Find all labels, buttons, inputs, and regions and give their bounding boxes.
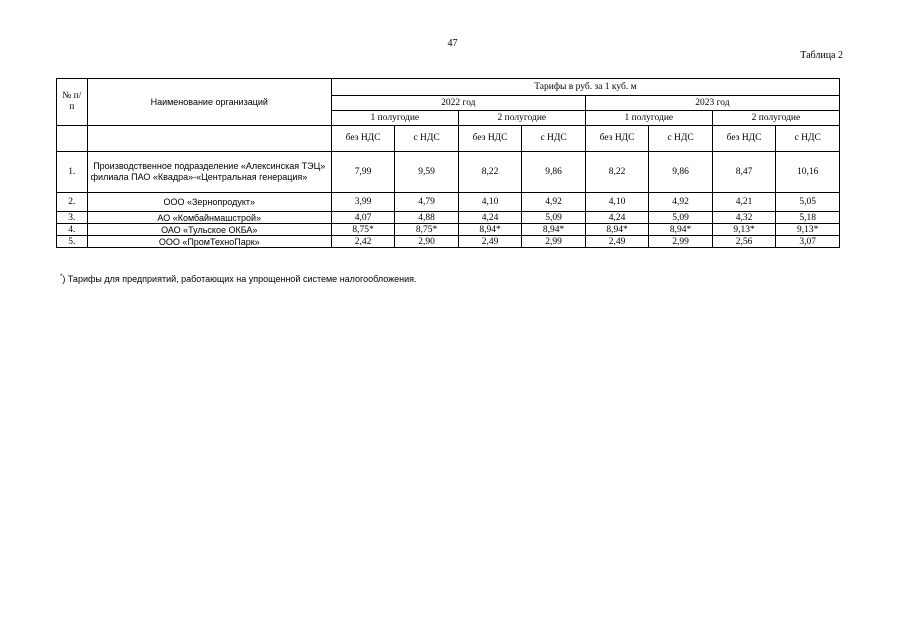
table-row — [57, 212, 840, 224]
row-num: 2. — [57, 193, 88, 212]
row-value: 4,92 — [522, 193, 586, 212]
row-num: 5. — [57, 236, 88, 248]
row-value: 5,05 — [776, 193, 840, 212]
row-value: 7,99 — [331, 152, 395, 193]
row-value: 4,92 — [649, 193, 713, 212]
row-value: 8,75* — [395, 224, 459, 236]
row-value: 4,32 — [712, 212, 776, 224]
spacer-cell — [57, 126, 88, 152]
row-value: 4,07 — [331, 212, 395, 224]
footnote — [60, 274, 417, 284]
footnote-text: ) Тарифы для предприятий, работающих на упрощенной системе налогообложения. — [62, 274, 417, 284]
row-value: 5,09 — [522, 212, 586, 224]
row-num: 3. — [57, 212, 88, 224]
row-value: 2,49 — [458, 236, 522, 248]
row-value: 8,22 — [458, 152, 522, 193]
row-value: 10,16 — [776, 152, 840, 193]
table-row — [57, 152, 840, 193]
row-value: 9,59 — [395, 152, 459, 193]
row-value: 4,24 — [585, 212, 649, 224]
header-name: Наименование организаций — [87, 79, 331, 126]
row-name: АО «Комбайнмашстрой» — [87, 212, 331, 224]
row-value: 8,94* — [585, 224, 649, 236]
header-half: 1 полугодие — [585, 111, 712, 126]
row-name: Производственное подразделение «Алексинская ТЭЦ» филиала ПАО «Квадра»-«Центральная генерация» — [87, 152, 331, 193]
row-value: 9,13* — [776, 224, 840, 236]
tariffs-table — [56, 78, 840, 248]
row-value: 8,94* — [458, 224, 522, 236]
row-value: 2,90 — [395, 236, 459, 248]
row-value: 9,86 — [649, 152, 713, 193]
row-value: 4,21 — [712, 193, 776, 212]
row-value: 2,42 — [331, 236, 395, 248]
table-row — [57, 193, 840, 212]
row-value: 4,10 — [585, 193, 649, 212]
header-vat: с НДС — [776, 126, 840, 152]
table-caption: Таблица 2 — [800, 50, 843, 61]
table-row — [57, 224, 840, 236]
row-value: 2,99 — [649, 236, 713, 248]
row-value: 2,56 — [712, 236, 776, 248]
row-name: ОАО «Тульское ОКБА» — [87, 224, 331, 236]
row-value: 8,94* — [649, 224, 713, 236]
row-value: 3,99 — [331, 193, 395, 212]
row-num: 4. — [57, 224, 88, 236]
row-value: 4,79 — [395, 193, 459, 212]
header-vat: без НДС — [331, 126, 395, 152]
page-number: 47 — [447, 38, 458, 49]
header-year-2023: 2023 год — [585, 96, 839, 111]
header-num: № п/п — [57, 79, 88, 126]
header-year-2022: 2022 год — [331, 96, 585, 111]
table-row — [57, 236, 840, 248]
row-value: 4,88 — [395, 212, 459, 224]
row-value: 4,24 — [458, 212, 522, 224]
row-value: 8,75* — [331, 224, 395, 236]
row-num: 1. — [57, 152, 88, 193]
row-value: 2,99 — [522, 236, 586, 248]
header-half: 2 полугодие — [458, 111, 585, 126]
row-value: 3,07 — [776, 236, 840, 248]
row-value: 9,86 — [522, 152, 586, 193]
row-value: 8,94* — [522, 224, 586, 236]
header-half: 1 полугодие — [331, 111, 458, 126]
row-value: 5,09 — [649, 212, 713, 224]
header-vat: с НДС — [649, 126, 713, 152]
row-value: 9,13* — [712, 224, 776, 236]
footnote-marker: * — [60, 274, 63, 280]
header-vat: без НДС — [585, 126, 649, 152]
header-vat: с НДС — [522, 126, 586, 152]
row-name: ООО «Зернопродукт» — [87, 193, 331, 212]
row-value: 4,10 — [458, 193, 522, 212]
spacer-cell — [87, 126, 331, 152]
header-vat: без НДС — [712, 126, 776, 152]
row-value: 8,22 — [585, 152, 649, 193]
header-vat: без НДС — [458, 126, 522, 152]
row-value: 2,49 — [585, 236, 649, 248]
row-name: ООО «ПромТехноПарк» — [87, 236, 331, 248]
header-vat: с НДС — [395, 126, 459, 152]
row-value: 5,18 — [776, 212, 840, 224]
header-half: 2 полугодие — [712, 111, 839, 126]
header-tariffs: Тарифы в руб. за 1 куб. м — [331, 79, 839, 96]
row-value: 8,47 — [712, 152, 776, 193]
